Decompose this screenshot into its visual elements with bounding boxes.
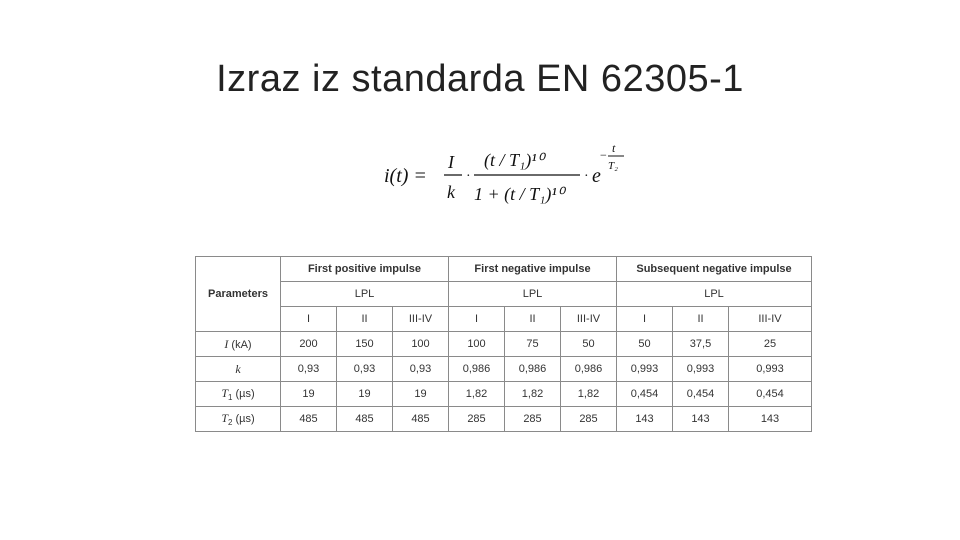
formula-numerator: (t / T₁)¹⁰ [484, 150, 544, 170]
table-cell: 19 [393, 382, 449, 407]
parameter-symbol: k [235, 361, 241, 376]
parameter-symbol: T [221, 410, 228, 425]
formula-e: e [592, 165, 601, 187]
table-cell: 1,82 [561, 382, 617, 407]
formula-exp-minus: − [600, 148, 607, 162]
table-cell: 485 [337, 407, 393, 432]
parameter-unit: (µs) [232, 387, 255, 400]
lpl-level-cell: II [505, 307, 561, 332]
table-cell: 0,93 [393, 357, 449, 382]
lpl-label: LPL [617, 282, 812, 307]
lpl-level-cell: II [673, 307, 729, 332]
table-cell: 100 [449, 332, 505, 357]
table-row [196, 332, 812, 357]
formula-exp-num: t [612, 141, 616, 155]
group-header-subsequent-negative: Subsequent negative impulse [617, 257, 812, 282]
table-cell: 0,986 [561, 357, 617, 382]
table-cell: 0,454 [617, 382, 673, 407]
table-cell: 19 [281, 382, 337, 407]
table-cell: 0,993 [729, 357, 812, 382]
table-cell: 0,986 [505, 357, 561, 382]
table-cell: 75 [505, 332, 561, 357]
parameters-table [195, 256, 812, 432]
table-cell: 50 [617, 332, 673, 357]
parameter-subscript: 1 [228, 393, 233, 403]
table-cell: 0,93 [337, 357, 393, 382]
table-cell: 285 [449, 407, 505, 432]
formula-lhs: i(t) = [384, 165, 427, 187]
levels-row [196, 307, 812, 332]
parameter-unit: (µs) [232, 412, 255, 425]
table-row [196, 382, 812, 407]
table-cell: 285 [505, 407, 561, 432]
table-cell: 200 [281, 332, 337, 357]
formula-I: I [448, 152, 454, 172]
table-cell: 1,82 [505, 382, 561, 407]
parameter-symbol: T [221, 385, 228, 400]
group-header-first-negative: First negative impulse [449, 257, 617, 282]
lpl-level-cell: I [617, 307, 673, 332]
table-cell: 0,454 [673, 382, 729, 407]
lpl-label: LPL [281, 282, 449, 307]
table-row [196, 357, 812, 382]
formula-exp-den: T₂ [608, 160, 618, 172]
table-cell: 0,93 [281, 357, 337, 382]
data-rows [196, 332, 812, 432]
lpl-level-cell: III-IV [729, 307, 812, 332]
row-parameter-label [196, 332, 281, 357]
table-cell: 485 [393, 407, 449, 432]
slide-title: Izraz iz standarda EN 62305-1 [216, 58, 744, 100]
row-parameter-label [196, 357, 281, 382]
lpl-level-cell: I [449, 307, 505, 332]
table-cell: 0,993 [673, 357, 729, 382]
dot-2: · [584, 169, 589, 184]
table-cell: 0,454 [729, 382, 812, 407]
parameter-unit: (kA) [228, 338, 252, 351]
table-cell: 100 [393, 332, 449, 357]
row-parameter-label [196, 407, 281, 432]
table-cell: 25 [729, 332, 812, 357]
table-cell: 1,82 [449, 382, 505, 407]
parameter-subscript: 2 [228, 418, 233, 428]
lpl-level-cell: I [281, 307, 337, 332]
table-cell: 143 [673, 407, 729, 432]
lpl-level-cell: III-IV [393, 307, 449, 332]
table-cell: 50 [561, 332, 617, 357]
parameter-symbol: I [224, 336, 229, 351]
dot-1: · [466, 169, 471, 184]
table-row [196, 407, 812, 432]
table-cell: 19 [337, 382, 393, 407]
table-cell: 143 [617, 407, 673, 432]
current-formula [380, 138, 640, 214]
lpl-level-cell: II [337, 307, 393, 332]
lpl-level-cell: III-IV [561, 307, 617, 332]
lpl-label: LPL [449, 282, 617, 307]
formula-k: k [447, 182, 455, 202]
table-cell: 143 [729, 407, 812, 432]
table-cell: 0,986 [449, 357, 505, 382]
parameters-header: Parameters [196, 257, 281, 332]
table-cell: 0,993 [617, 357, 673, 382]
table-cell: 485 [281, 407, 337, 432]
formula-svg [380, 138, 640, 214]
table-cell: 285 [561, 407, 617, 432]
table-cell: 150 [337, 332, 393, 357]
formula-denominator: 1 + (t / T₁)¹⁰ [474, 184, 565, 204]
group-header-first-positive: First positive impulse [281, 257, 449, 282]
table-cell: 37,5 [673, 332, 729, 357]
row-parameter-label [196, 382, 281, 407]
